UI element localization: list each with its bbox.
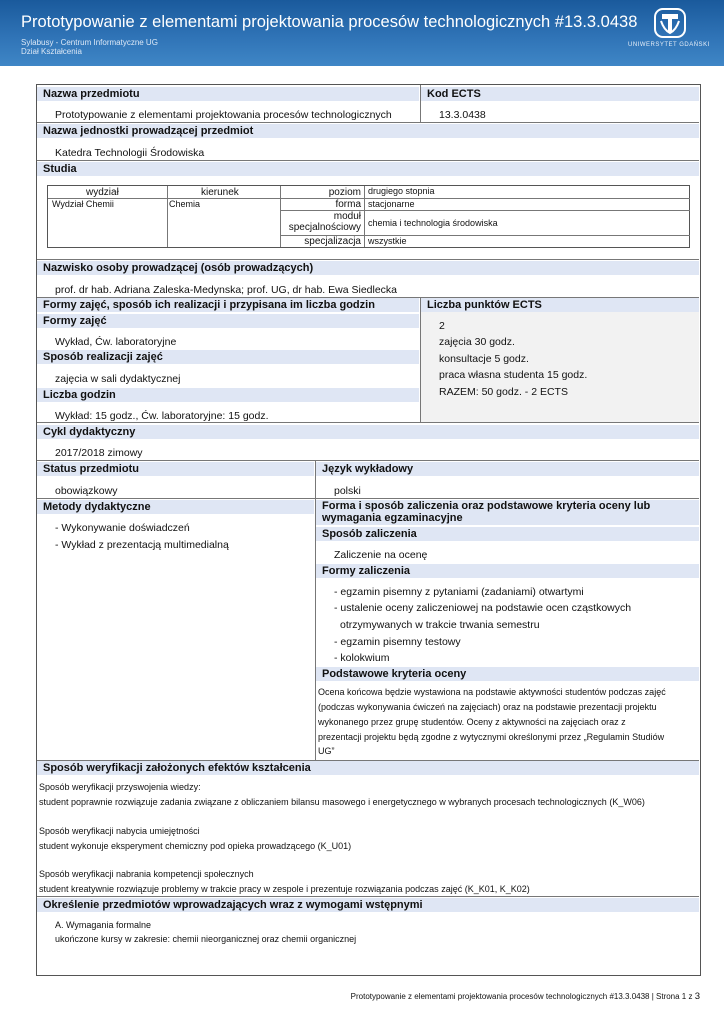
- modul-label-line2: specjalnościowy: [288, 222, 361, 233]
- verification-title: Sposób weryfikacji nabrania kompetencji społecznych: [39, 869, 254, 879]
- modul-value: chemia i technologia środowiska: [368, 218, 498, 228]
- method-item: - Wykonywanie doświadczeń: [55, 522, 190, 534]
- criteria-line: wykonanego przez grupę studentów. Oceny z aktywności na zajęciach oraz z: [318, 717, 626, 727]
- page-title: Prototypowanie z elementami projektowania procesów technologicznych #13.3.0438: [21, 13, 638, 31]
- ects-line: 2: [439, 320, 445, 332]
- prereq-header: Określenie przedmiotów wprowadzających wraz z wymogami wstępnymi: [37, 898, 699, 912]
- method-item: - Wykład z prezentacją multimedialną: [55, 539, 229, 551]
- teachers-header: Nazwisko osoby prowadzącej (osób prowadzących): [37, 261, 699, 275]
- verification-header: Sposób weryfikacji założonych efektów kształcenia: [37, 761, 699, 775]
- wydzial-value: Wydział Chemii: [52, 199, 114, 209]
- criteria-line: Ocena końcowa będzie wystawiona na podstawie aktywności studentów podczas zajęć: [318, 687, 666, 697]
- page-footer: [351, 991, 700, 1002]
- forms-subheader: Formy zajęć: [37, 314, 419, 328]
- unit-name: Katedra Technologii Środowiska: [55, 147, 205, 159]
- col-wydzial: wydział: [86, 187, 119, 198]
- criteria-line: (podczas wykonywania ćwiczeń na zajęciach) oraz na podstawie prezentacji projektu: [318, 702, 657, 712]
- modul-label: [289, 211, 361, 233]
- ects-points-header: Liczba punktów ECTS: [421, 298, 699, 312]
- ects-line: praca własna studenta 15 godz.: [439, 369, 588, 381]
- specjalizacja-label: specjalizacja: [304, 236, 361, 247]
- ects-line: RAZEM: 50 godz. - 2 ECTS: [439, 386, 568, 398]
- assessment-form-item-cont: otrzymywanych w trakcie trwania semestru: [340, 619, 540, 631]
- verification-text: student wykonuje eksperyment chemiczny pod opieka prowadzącego (K_U01): [39, 841, 352, 851]
- banner-subtitle: [21, 38, 158, 56]
- assessment-form-item: - egzamin pisemny testowy: [334, 636, 461, 648]
- ects-code: 13.3.0438: [439, 109, 486, 121]
- verification-title: Sposób weryfikacji przyswojenia wiedzy:: [39, 782, 201, 792]
- banner-subtitle-line1: Sylabusy - Centrum Informatyczne UG: [21, 38, 158, 47]
- language-value: polski: [334, 485, 361, 497]
- assessment-form-item: - kolokwium: [334, 652, 390, 664]
- footer-total-pages: 3: [694, 991, 700, 1002]
- assessment-form-item: - ustalenie oceny zaliczeniowej na podstawie ocen cząstkowych: [334, 602, 632, 614]
- header-banner: [0, 0, 724, 66]
- forma-value: stacjonarne: [368, 199, 415, 209]
- course-name: Prototypowanie z elementami projektowania procesów technologicznych: [55, 109, 392, 121]
- ects-code-header: Kod ECTS: [421, 87, 699, 101]
- assessment-header: [316, 500, 699, 525]
- forms-header: Formy zajęć, sposób ich realizacji i przypisana im liczba godzin: [37, 298, 419, 312]
- assessment-header-line2: wymagania egzaminacyjne: [322, 512, 463, 524]
- modul-label-line1: moduł: [333, 211, 361, 222]
- unit-header: Nazwa jednostki prowadzącej przedmiot: [37, 124, 699, 138]
- status-value: obowiązkowy: [55, 485, 118, 497]
- footer-text: Prototypowanie z elementami projektowania procesów technologicznych #13.3.0438 | Strona 1 z: [350, 992, 695, 1001]
- poziom-value: drugiego stopnia: [368, 186, 435, 196]
- assessment-header-line1: Forma i sposób zaliczenia oraz podstawowe kryteria oceny lub: [322, 500, 651, 512]
- hours-header: Liczba godzin: [37, 388, 419, 402]
- verification-text: student poprawnie rozwiązuje zadania związane z obliczaniem bilansu masowego i energetycznego w wybranych procesach technologicznych (K_W06): [39, 797, 645, 807]
- status-header: Status przedmiotu: [37, 462, 314, 476]
- assessment-method-header: Sposób zaliczenia: [316, 527, 699, 541]
- university-name: UNIWERSYTET GDAŃSKI: [628, 42, 710, 48]
- forma-label: forma: [335, 199, 361, 210]
- language-header: Język wykładowy: [316, 462, 699, 476]
- prereq-subheader: A. Wymagania formalne: [55, 920, 151, 930]
- criteria-header: Podstawowe kryteria oceny: [316, 667, 699, 681]
- assessment-form-item: - egzamin pisemny z pytaniami (zadaniami) otwartymi: [334, 586, 584, 598]
- poziom-label: poziom: [328, 187, 361, 198]
- teachers-value: prof. dr hab. Adriana Zaleska-Medynska; prof. UG, dr hab. Ewa Siedlecka: [55, 284, 398, 296]
- realization-header: Sposób realizacji zajęć: [37, 350, 419, 364]
- ects-line: konsultacje 5 godz.: [439, 353, 529, 365]
- verification-text: student kreatywnie rozwiązuje problemy w trakcie pracy w zespole i prezentuje rozwiązania podczas zajęć (K_K01, K_K02): [39, 884, 530, 894]
- hours-value: Wykład: 15 godz., Ćw. laboratoryjne: 15 godz.: [55, 410, 269, 422]
- university-logo-icon: [654, 8, 686, 38]
- realization-value: zajęcia w sali dydaktycznej: [55, 373, 181, 385]
- ects-line: zajęcia 30 godz.: [439, 336, 515, 348]
- studia-header: Studia: [37, 162, 699, 176]
- cycle-value: 2017/2018 zimowy: [55, 447, 143, 459]
- kierunek-value: Chemia: [169, 199, 201, 209]
- specjalizacja-value: wszystkie: [368, 236, 407, 246]
- cycle-header: Cykl dydaktyczny: [37, 425, 699, 439]
- studia-table: [47, 185, 690, 248]
- criteria-line: UG”: [318, 746, 335, 756]
- criteria-line: prezentacji projektu będą zgodne z wytycznymi określonymi przez „Regulamin Studiów: [318, 732, 665, 742]
- prereq-text: ukończone kursy w zakresie: chemii nieorganicznej oraz chemii organicznej: [55, 934, 357, 944]
- assessment-method-value: Zaliczenie na ocenę: [334, 549, 428, 561]
- forms-value: Wykład, Ćw. laboratoryjne: [55, 336, 177, 348]
- col-kierunek: kierunek: [201, 187, 239, 198]
- assessment-forms-header: Formy zaliczenia: [316, 564, 699, 578]
- course-name-header: Nazwa przedmiotu: [37, 87, 419, 101]
- methods-header: Metody dydaktyczne: [37, 500, 314, 514]
- banner-subtitle-line2: Dział Kształcenia: [21, 47, 82, 56]
- verification-title: Sposób weryfikacji nabycia umiejętności: [39, 826, 200, 836]
